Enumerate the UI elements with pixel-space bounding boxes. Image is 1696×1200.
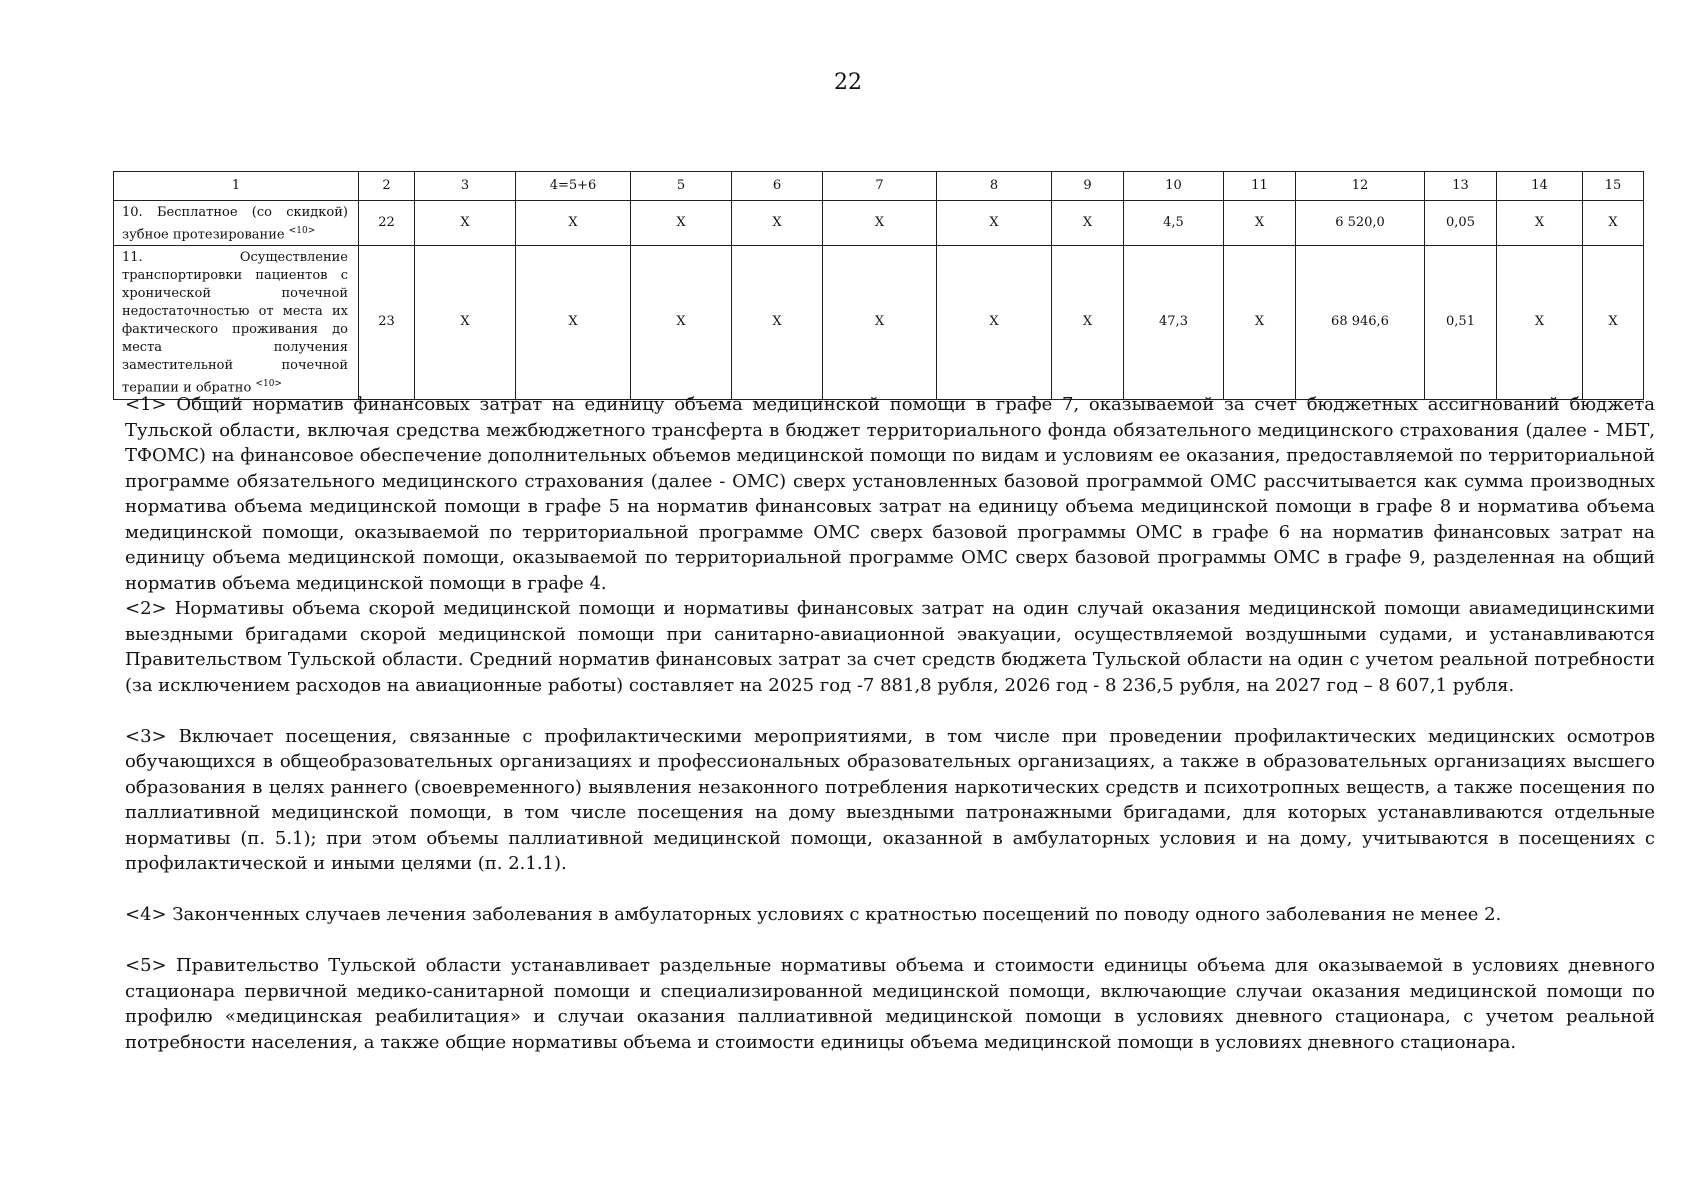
footnote-5: <5> Правительство Тульской области устанавливает раздельные нормативы объема и стоимости единицы объема для оказываемой в условиях дневного стационара первичной медико-санитарной помощи и специализированной медицинской помощи, включающие случаи оказания медицинской помощи по профилю «медицинская реабилитация» и случаи оказания паллиативной медицинской помощи в условиях дневного стационара, с учетом реальной потребности населения, а также общие нормативы объема и стоимости единицы объема медицинской помощи в условиях дневного стационара. bbox=[125, 955, 1655, 1053]
table-cell: 6 520,0 bbox=[1296, 201, 1425, 246]
table-cell: 0,51 bbox=[1425, 246, 1497, 399]
table-cell: X bbox=[516, 246, 631, 399]
table-cell: X bbox=[732, 246, 823, 399]
table-header-cell: 6 bbox=[732, 172, 823, 201]
table-cell: X bbox=[1497, 246, 1583, 399]
table-cell: X bbox=[631, 201, 732, 246]
footnote-4: <4> Законченных случаев лечения заболевания в амбулаторных условиях с кратностью посещений по поводу одного заболевания не менее 2. bbox=[125, 904, 1502, 925]
table-cell: 4,5 bbox=[1124, 201, 1224, 246]
table-header-cell: 2 bbox=[359, 172, 415, 201]
table-cell: X bbox=[1224, 201, 1296, 246]
footnotes bbox=[125, 392, 1655, 1055]
footnote-3: <3> Включает посещения, связанные с профилактическими мероприятиями, в том числе при проведении профилактических медицинских осмотров обучающихся в общеобразовательных организациях и профессиональных образовательных организациях, а также в образовательных организациях высшего образования в целях раннего (своевременного) выявления незаконного потребления наркотических средств и психотропных веществ, а также посещения по паллиативной медицинской помощи, в том числе посещения на дому выездными патронажными бригадами, для которых устанавливаются отдельные нормативы (п. 5.1); при этом объемы паллиативной медицинской помощи, оказанной в амбулаторных условия и на дому, учитываются в посещениях с профилактической и иными целями (п. 2.1.1). bbox=[125, 725, 1655, 874]
table-cell: X bbox=[415, 246, 516, 399]
row-label-text: 10. Бесплатное (со скидкой) зубное протезирование bbox=[122, 205, 348, 243]
table-cell: X bbox=[1583, 246, 1644, 399]
table-header-cell: 5 bbox=[631, 172, 732, 201]
row-label bbox=[114, 246, 359, 399]
table-header-row bbox=[114, 172, 1644, 201]
table-cell: X bbox=[937, 201, 1052, 246]
footnote-2: <2> Нормативы объема скорой медицинской помощи и нормативы финансовых затрат на один случай оказания медицинской помощи авиамедицинскими выездными бригадами скорой медицинской помощи при санитарно-авиационной эвакуации, осуществляемой воздушными судами, и устанавливаются Правительством Тульской области. Средний норматив финансовых затрат за счет средств бюджета Тульской области на один с учетом реальной потребности (за исключением расходов на авиационные работы) составляет на 2025 год -7 881,8 рубля, 2026 год - 8 236,5 рубля, на 2027 год – 8 607,1 рубля. bbox=[125, 598, 1655, 696]
table-cell: X bbox=[1583, 201, 1644, 246]
table-header-cell: 15 bbox=[1583, 172, 1644, 201]
table-header-cell: 1 bbox=[114, 172, 359, 201]
table-cell: X bbox=[631, 246, 732, 399]
table-cell: X bbox=[1052, 246, 1124, 399]
row-label-text: 11. Осуществление транспортировки пациентов с хронической почечной недостаточностью от места их фактического проживания до места получения заместительной почечной терапии и обратно bbox=[122, 250, 348, 396]
table-cell: 68 946,6 bbox=[1296, 246, 1425, 399]
table-header-cell: 10 bbox=[1124, 172, 1224, 201]
table-row bbox=[114, 201, 1644, 246]
table-header-cell: 9 bbox=[1052, 172, 1124, 201]
table-cell: X bbox=[937, 246, 1052, 399]
page-number: 22 bbox=[834, 70, 862, 95]
table-cell: X bbox=[732, 201, 823, 246]
table-cell: 22 bbox=[359, 201, 415, 246]
row-label bbox=[114, 201, 359, 246]
table-cell: 23 bbox=[359, 246, 415, 399]
footnote-ref: <10> bbox=[255, 379, 282, 390]
table-header-cell: 8 bbox=[937, 172, 1052, 201]
table-cell: X bbox=[823, 246, 937, 399]
table-header-cell: 13 bbox=[1425, 172, 1497, 201]
norms-table bbox=[113, 171, 1644, 400]
table-cell: X bbox=[1052, 201, 1124, 246]
table-header-cell: 12 bbox=[1296, 172, 1425, 201]
footnote-ref: <10> bbox=[288, 226, 316, 236]
table-cell: X bbox=[516, 201, 631, 246]
table-row bbox=[114, 246, 1644, 399]
table-cell: X bbox=[823, 201, 937, 246]
table-cell: X bbox=[1224, 246, 1296, 399]
table-header-cell: 11 bbox=[1224, 172, 1296, 201]
table-cell: 0,05 bbox=[1425, 201, 1497, 246]
table-header-cell: 7 bbox=[823, 172, 937, 201]
footnote-1: <1> Общий норматив финансовых затрат на единицу объема медицинской помощи в графе 7, оказываемой за счет бюджетных ассигнований бюджета Тульской области, включая средства межбюджетного трансферта в бюджет территориального фонда обязательного медицинского страхования (далее - МБТ, ТФОМС) на финансовое обеспечение дополнительных объемов медицинской помощи по видам и условиям ее оказания, предоставляемой по территориальной программе обязательного медицинского страхования (далее - ОМС) сверх установленных базовой программой ОМС рассчитывается как сумма производных норматива объема медицинской помощи в графе 5 на норматив финансовых затрат на единицу объема медицинской помощи в графе 8 и норматива объема медицинской помощи, оказываемой по территориальной программе ОМС сверх базовой программы ОМС в графе 6 на норматив финансовых затрат на единицу объема медицинской помощи, оказываемой по территориальной программе ОМС сверх базовой программы ОМС в графе 9, разделенная на общий норматив объема медицинской помощи в графе 4. bbox=[125, 394, 1655, 594]
table-header-cell: 14 bbox=[1497, 172, 1583, 201]
table-header-cell: 4=5+6 bbox=[516, 172, 631, 201]
table-header-cell: 3 bbox=[415, 172, 516, 201]
table-cell: X bbox=[1497, 201, 1583, 246]
table-cell: X bbox=[415, 201, 516, 246]
table-cell: 47,3 bbox=[1124, 246, 1224, 399]
